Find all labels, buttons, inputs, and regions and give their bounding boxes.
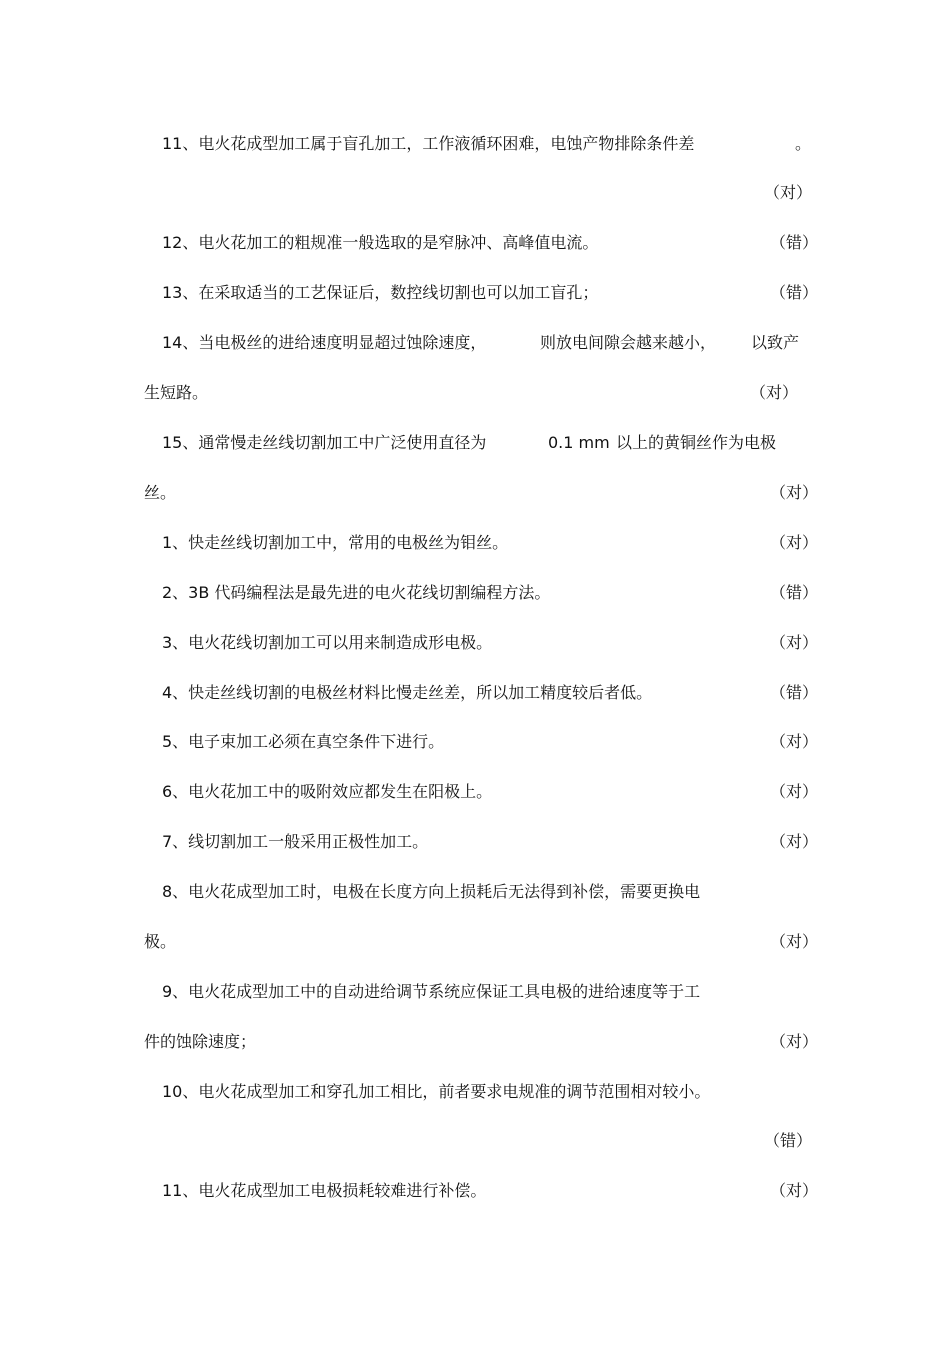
question-text: 14、当电极丝的进给速度明显超过蚀除速度， [162, 333, 487, 352]
question-text: 11、电火花成型加工电极损耗较难进行补偿。 [162, 1181, 487, 1200]
question-continuation: 件的蚀除速度； [144, 1032, 257, 1051]
answer-label: （错） [770, 583, 819, 602]
question-text: 7、线切割加工一般采用正极性加工。 [162, 832, 429, 851]
answer-label: （对） [770, 782, 819, 801]
answer-label: （错） [770, 283, 819, 302]
answer-label: （对） [770, 832, 819, 851]
answer-label: （对） [770, 1032, 819, 1051]
question-text: 10、电火花成型加工和穿孔加工相比，前者要求电规准的调节范围相对较小。 [162, 1082, 711, 1101]
answer-label: （对） [770, 932, 819, 951]
answer-label: （对） [770, 633, 819, 652]
question-text: 5、电子束加工必须在真空条件下进行。 [162, 732, 445, 751]
answer-label: （对） [750, 383, 799, 402]
question-text: 1、快走丝线切割加工中，常用的电极丝为钼丝。 [162, 533, 509, 552]
question-text: 4、快走丝线切割的电极丝材料比慢走丝差，所以加工精度较后者低。 [162, 683, 653, 702]
answer-label: （对） [770, 1181, 819, 1200]
question-text-part: 以上的黄铜丝作为电极 [616, 433, 777, 452]
question-text-part: 0.1 mm [548, 433, 610, 452]
question-continuation: 生短路。 [144, 383, 209, 402]
answer-label: （对） [770, 483, 819, 502]
question-text: 15、通常慢走丝线切割加工中广泛使用直径为 [162, 433, 487, 452]
question-continuation: 极。 [144, 932, 177, 951]
answer-label: （对） [764, 183, 813, 202]
question-text: 8、电火花成型加工时，电极在长度方向上损耗后无法得到补偿，需要更换电 [162, 882, 701, 901]
answer-label: （对） [770, 533, 819, 552]
question-text-part: 以致产 [751, 333, 800, 352]
question-text: 12、电火花加工的粗规准一般选取的是窄脉冲、高峰值电流。 [162, 233, 599, 252]
answer-label: （错） [770, 233, 819, 252]
question-text: 6、电火花加工中的吸附效应都发生在阳极上。 [162, 782, 493, 801]
answer-label: （错） [764, 1131, 813, 1150]
question-text: 11、电火花成型加工属于盲孔加工，工作液循环困难，电蚀产物排除条件差 [162, 134, 695, 153]
answer-label: （错） [770, 683, 819, 702]
question-text: 2、3B 代码编程法是最先进的电火花线切割编程方法。 [162, 583, 551, 602]
answer-label: （对） [770, 732, 819, 751]
question-continuation: 丝。 [144, 483, 177, 502]
question-text: 3、电火花线切割加工可以用来制造成形电极。 [162, 633, 493, 652]
question-text: 9、电火花成型加工中的自动进给调节系统应保证工具电极的进给速度等于工 [162, 982, 701, 1001]
question-text: 13、在采取适当的工艺保证后，数控线切割也可以加工盲孔； [162, 283, 599, 302]
question-tail: 。 [795, 134, 812, 153]
question-text-part: 则放电间隙会越来越小， [540, 333, 717, 352]
